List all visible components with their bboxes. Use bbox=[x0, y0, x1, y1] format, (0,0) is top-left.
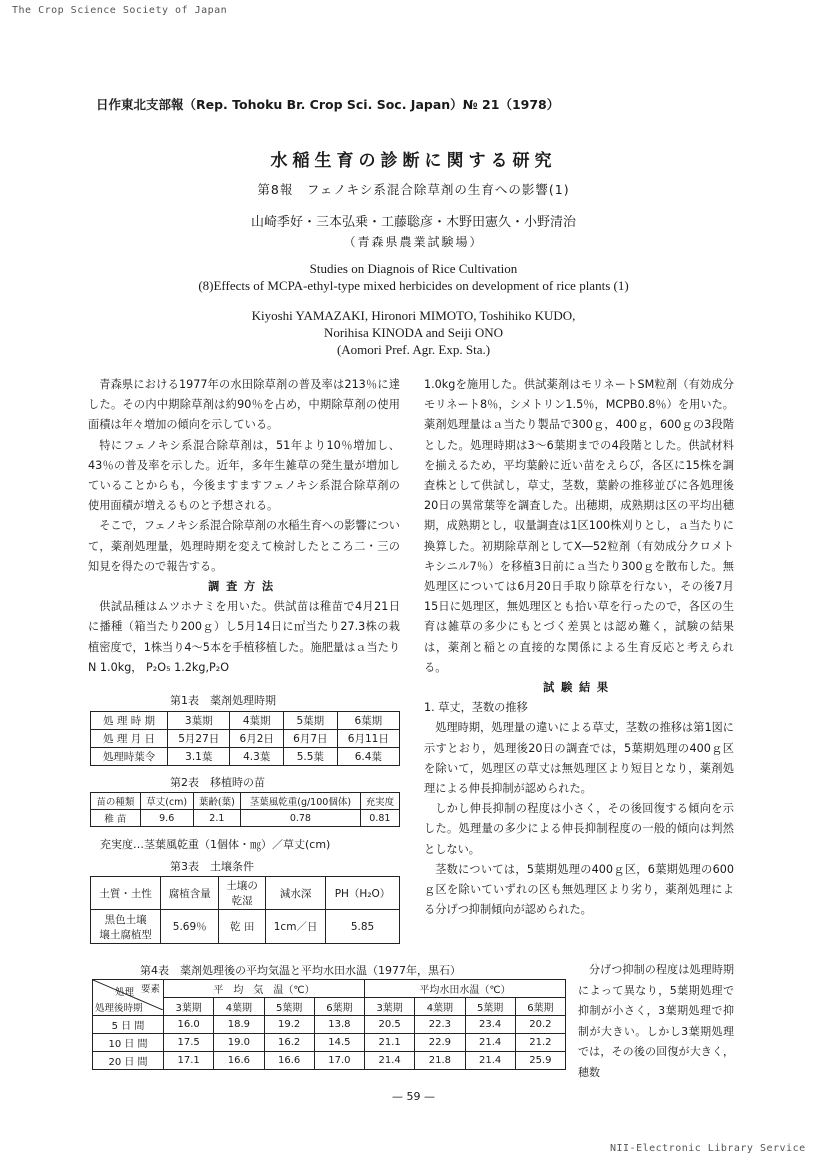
table-cell: 処理時葉令 bbox=[91, 748, 168, 766]
table-row bbox=[91, 793, 400, 810]
paragraph: しかし伸長抑制の程度は小さく，その後回復する傾向を示した。処理量の多少による伸長抑制程度の一般的傾向は判然としない。 bbox=[424, 802, 734, 856]
table-row bbox=[91, 910, 400, 944]
table-header: 5葉期 bbox=[465, 998, 515, 1016]
table-cell: 2.1 bbox=[193, 810, 240, 827]
table-cell: 処 理 時 期 bbox=[91, 712, 168, 730]
table4-caption: 第4表 薬剤処理後の平均気温と平均水田水温（1977年，黒石） bbox=[140, 964, 461, 977]
paragraph: 処理時期，処理量の違いによる草丈，茎数の推移は第1図に示すとおり，処理後20日の調査では，5葉期処理の400ｇ区を除いて，処理区の草丈は無処理区より短目となり，薬剤処理による伸長抑制が認められた。 bbox=[424, 721, 734, 796]
corner-label: 処理 bbox=[115, 987, 135, 998]
paper-title: 水稲生育の診断に関する研究 bbox=[270, 151, 557, 171]
table-header: 3葉期 bbox=[164, 998, 214, 1016]
table-header: 腐植含量 bbox=[161, 877, 219, 910]
table-cell: 21.4 bbox=[465, 1052, 515, 1070]
table4 bbox=[92, 979, 566, 1070]
table-cell: 5葉期 bbox=[284, 712, 338, 730]
table-row bbox=[91, 730, 400, 748]
section-heading: 調査方法 bbox=[208, 580, 280, 594]
page-number: — 59 — bbox=[392, 1090, 435, 1103]
table-row bbox=[93, 1052, 566, 1070]
table-cell: 処 理 月 日 bbox=[91, 730, 168, 748]
journal-line: 日作東北支部報（Rep. Tohoku Br. Crop Sci. Soc. Japan）№ 21（1978） bbox=[96, 97, 560, 112]
affiliation-jp: （青森県農業試験場） bbox=[343, 235, 484, 249]
authors-jp: 山崎季好・三本弘乗・工藤聡彦・木野田憲久・小野清治 bbox=[250, 215, 576, 230]
table-row bbox=[93, 1016, 566, 1034]
table-row bbox=[93, 980, 566, 998]
table-cell: 0.81 bbox=[360, 810, 399, 827]
table-cell: 5 日 間 bbox=[93, 1016, 164, 1034]
table-cell: 23.4 bbox=[465, 1016, 515, 1034]
table-cell: 21.1 bbox=[365, 1034, 415, 1052]
paragraph: 1.0kgを施用した。供試薬剤はモリネートSM粒剤（有効成分モリネート8％，シメトリン1.5％，MCPB0.8％）を用いた。薬剤処理量はａ当たり製品で300ｇ，400ｇ，600ｇの3段階とした。処理時期は3〜6葉期までの4段階とした。供試材料を揃えるため，平均葉齢に近い苗をえらび，各区に15株を調査株として供試し，草丈，茎数，葉齢の推移並びに各処理後20日の異常葉等を調査した。出穂期，成熟期は区の平均出穂期，成熟期とし，収量調査は1区100株刈りとし，ａ当たりに換算した。初期除草剤としてX―52粒剤（有効成分クロメトキシニル7％）を移植3日前にａ当たり300ｇを散布した。無処理区については6月20日手取り除草を行ない，その後7月15日に処理区，無処理区とも拾い草を行ったので，各区の生育は雑草の多少にもとづく差異とは認め難く，試験の結果は，薬剤と稲との直接的な関係による生育反応と考えられる。 bbox=[424, 378, 734, 674]
paper-subtitle: 第8報 フェノキシ系混合除草剤の生育への影響(1) bbox=[257, 182, 570, 197]
table-cell: 21.2 bbox=[515, 1034, 565, 1052]
table-cell: 16.6 bbox=[214, 1052, 264, 1070]
table-cell: 17.0 bbox=[314, 1052, 364, 1070]
table-header: 土質・土性 bbox=[91, 877, 161, 910]
table-cell: 1cm／日 bbox=[266, 910, 326, 944]
table-cell: 20.2 bbox=[515, 1016, 565, 1034]
table-header: 草丈(cm) bbox=[140, 793, 193, 810]
table-header: 6葉期 bbox=[314, 998, 364, 1016]
subsection-heading: 1. 草丈，茎数の推移 bbox=[424, 701, 528, 715]
english-authors-2: Norihisa KINODA and Seiji ONO bbox=[323, 325, 504, 340]
paragraph: そこで，フェノキシ系混合除草剤の水稲生育への影響について，薬剤処理量，処理時期を変えて検討したところ二・三の知見を得たので報告する。 bbox=[88, 519, 400, 573]
society-header: The Crop Science Society of Japan bbox=[12, 5, 228, 16]
table-row bbox=[91, 810, 400, 827]
paragraph: 茎数については，5葉期処理の400ｇ区，6葉期処理の600ｇ区を除いていずれの区も無処理区より劣り，薬剤処理による分げつ抑制傾向が認められた。 bbox=[424, 862, 734, 917]
table-cell: 6葉期 bbox=[337, 712, 399, 730]
table-cell: 3.1葉 bbox=[168, 748, 230, 766]
corner-label: 要素 bbox=[140, 984, 160, 995]
paragraph: 特にフェノキシ系混合除草剤は，51年より10％増加し、43％の普及率を示した。近年，多年生雑草の発生量が増加していることからも，今後ますますフェノキシ系混合除草剤の使用面積が増えるものと予想される。 bbox=[88, 438, 400, 513]
table-cell: 4.3葉 bbox=[230, 748, 284, 766]
table-header: 4葉期 bbox=[415, 998, 465, 1016]
section-heading: 試験結果 bbox=[543, 681, 615, 695]
library-footer: NII-Electronic Library Service bbox=[610, 1143, 806, 1154]
table-cell: 6.4葉 bbox=[337, 748, 399, 766]
right-column-lower-text bbox=[578, 960, 734, 1084]
table-cell: 10 日 間 bbox=[93, 1034, 164, 1052]
table3 bbox=[90, 876, 400, 944]
table-header: 充実度 bbox=[360, 793, 399, 810]
table-cell: 5.5葉 bbox=[284, 748, 338, 766]
table-header: 4葉期 bbox=[214, 998, 264, 1016]
table-cell: 稚 苗 bbox=[91, 810, 141, 827]
left-column-text bbox=[88, 375, 400, 678]
table-row bbox=[91, 712, 400, 730]
table-cell: 6月2日 bbox=[230, 730, 284, 748]
paragraph: 供試品種はムツホナミを用いた。供試苗は稚苗で4月21日に播種（箱当たり200ｇ）し5月14日に㎡当たり27.3株の栽植密度で，1株当り4〜5本を手植移植した。施肥量はａ当たりN 1.0kg， P₂O₅ 1.2kg,P₂O bbox=[88, 600, 401, 674]
table-cell: 9.6 bbox=[140, 810, 193, 827]
table-cell: 乾 田 bbox=[219, 910, 266, 944]
paragraph: 分げつ抑制の程度は処理時期によって異なり，5葉期処理で抑制が小さく，3葉期処理で抑制が大きい。しかし3葉期処理では，その後の回復が大きく，穂数 bbox=[578, 963, 734, 1079]
table2-caption: 第2表 移植時の苗 bbox=[170, 776, 265, 789]
table-corner bbox=[93, 980, 164, 1016]
table-group-header: 平均水田水温（℃） bbox=[365, 980, 566, 998]
table-cell: 17.1 bbox=[164, 1052, 214, 1070]
table-header: 茎葉風乾重(g/100個体) bbox=[241, 793, 361, 810]
table-cell: 21.8 bbox=[415, 1052, 465, 1070]
table-cell: 4葉期 bbox=[230, 712, 284, 730]
table-cell: 3葉期 bbox=[168, 712, 230, 730]
english-subtitle: (8)Effects of MCPA-ethyl-type mixed herbicides on development of rice plants (1) bbox=[198, 278, 629, 293]
table-row bbox=[91, 748, 400, 766]
table-cell: 13.8 bbox=[314, 1016, 364, 1034]
table-cell: 16.2 bbox=[264, 1034, 314, 1052]
table-cell: 19.2 bbox=[264, 1016, 314, 1034]
table-header: 5葉期 bbox=[264, 998, 314, 1016]
corner-label: 処理後時期 bbox=[95, 1003, 143, 1014]
english-affiliation: (Aomori Pref. Agr. Exp. Sta.) bbox=[336, 342, 491, 357]
table-header: 6葉期 bbox=[515, 998, 565, 1016]
english-title: Studies on Diagnois of Rice Cultivation bbox=[309, 261, 518, 276]
table-cell: 25.9 bbox=[515, 1052, 565, 1070]
table1-caption: 第1表 薬剤処理時期 bbox=[170, 694, 276, 707]
table-row bbox=[93, 1034, 566, 1052]
table3-caption: 第3表 土壌条件 bbox=[170, 860, 254, 873]
right-column-text bbox=[424, 375, 734, 920]
table-cell: 5.69％ bbox=[161, 910, 219, 944]
table-cell: 14.5 bbox=[314, 1034, 364, 1052]
table-row bbox=[91, 877, 400, 910]
table-header: 3葉期 bbox=[365, 998, 415, 1016]
table-cell: 黒色土壌 壌土腐植型 bbox=[91, 910, 161, 944]
table-cell: 5.85 bbox=[326, 910, 400, 944]
table-cell: 21.4 bbox=[365, 1052, 415, 1070]
table2-note: 充実度…茎葉風乾重（1個体・㎎）／草丈(cm) bbox=[100, 838, 331, 851]
table-cell: 17.5 bbox=[164, 1034, 214, 1052]
table-cell: 21.4 bbox=[465, 1034, 515, 1052]
table-header: 土壌の乾湿 bbox=[219, 877, 266, 910]
table-cell: 16.0 bbox=[164, 1016, 214, 1034]
table-cell: 5月27日 bbox=[168, 730, 230, 748]
table-cell: 20 日 間 bbox=[93, 1052, 164, 1070]
table-cell: 18.9 bbox=[214, 1016, 264, 1034]
paragraph: 青森県における1977年の水田除草剤の普及率は213％に達した。その内中期除草剤は約90％を占め，中期除草剤の使用面積は年々増加の傾向を示している。 bbox=[88, 378, 400, 432]
table-cell: 20.5 bbox=[365, 1016, 415, 1034]
english-authors: Kiyoshi YAMAZAKI, Hironori MIMOTO, Toshihiko KUDO, bbox=[251, 308, 576, 323]
table-header: PH（H₂O） bbox=[326, 877, 400, 910]
table-header: 葉齢(葉) bbox=[193, 793, 240, 810]
table-cell: 19.0 bbox=[214, 1034, 264, 1052]
table1 bbox=[90, 711, 400, 766]
table-cell: 22.3 bbox=[415, 1016, 465, 1034]
table-cell: 0.78 bbox=[241, 810, 361, 827]
table-group-header: 平 均 気 温（℃） bbox=[164, 980, 365, 998]
table-cell: 6月7日 bbox=[284, 730, 338, 748]
table-cell: 22.9 bbox=[415, 1034, 465, 1052]
table-cell: 6月11日 bbox=[337, 730, 399, 748]
table-cell: 16.6 bbox=[264, 1052, 314, 1070]
table-header: 苗の種類 bbox=[91, 793, 141, 810]
table-header: 減水深 bbox=[266, 877, 326, 910]
table2 bbox=[90, 792, 400, 827]
